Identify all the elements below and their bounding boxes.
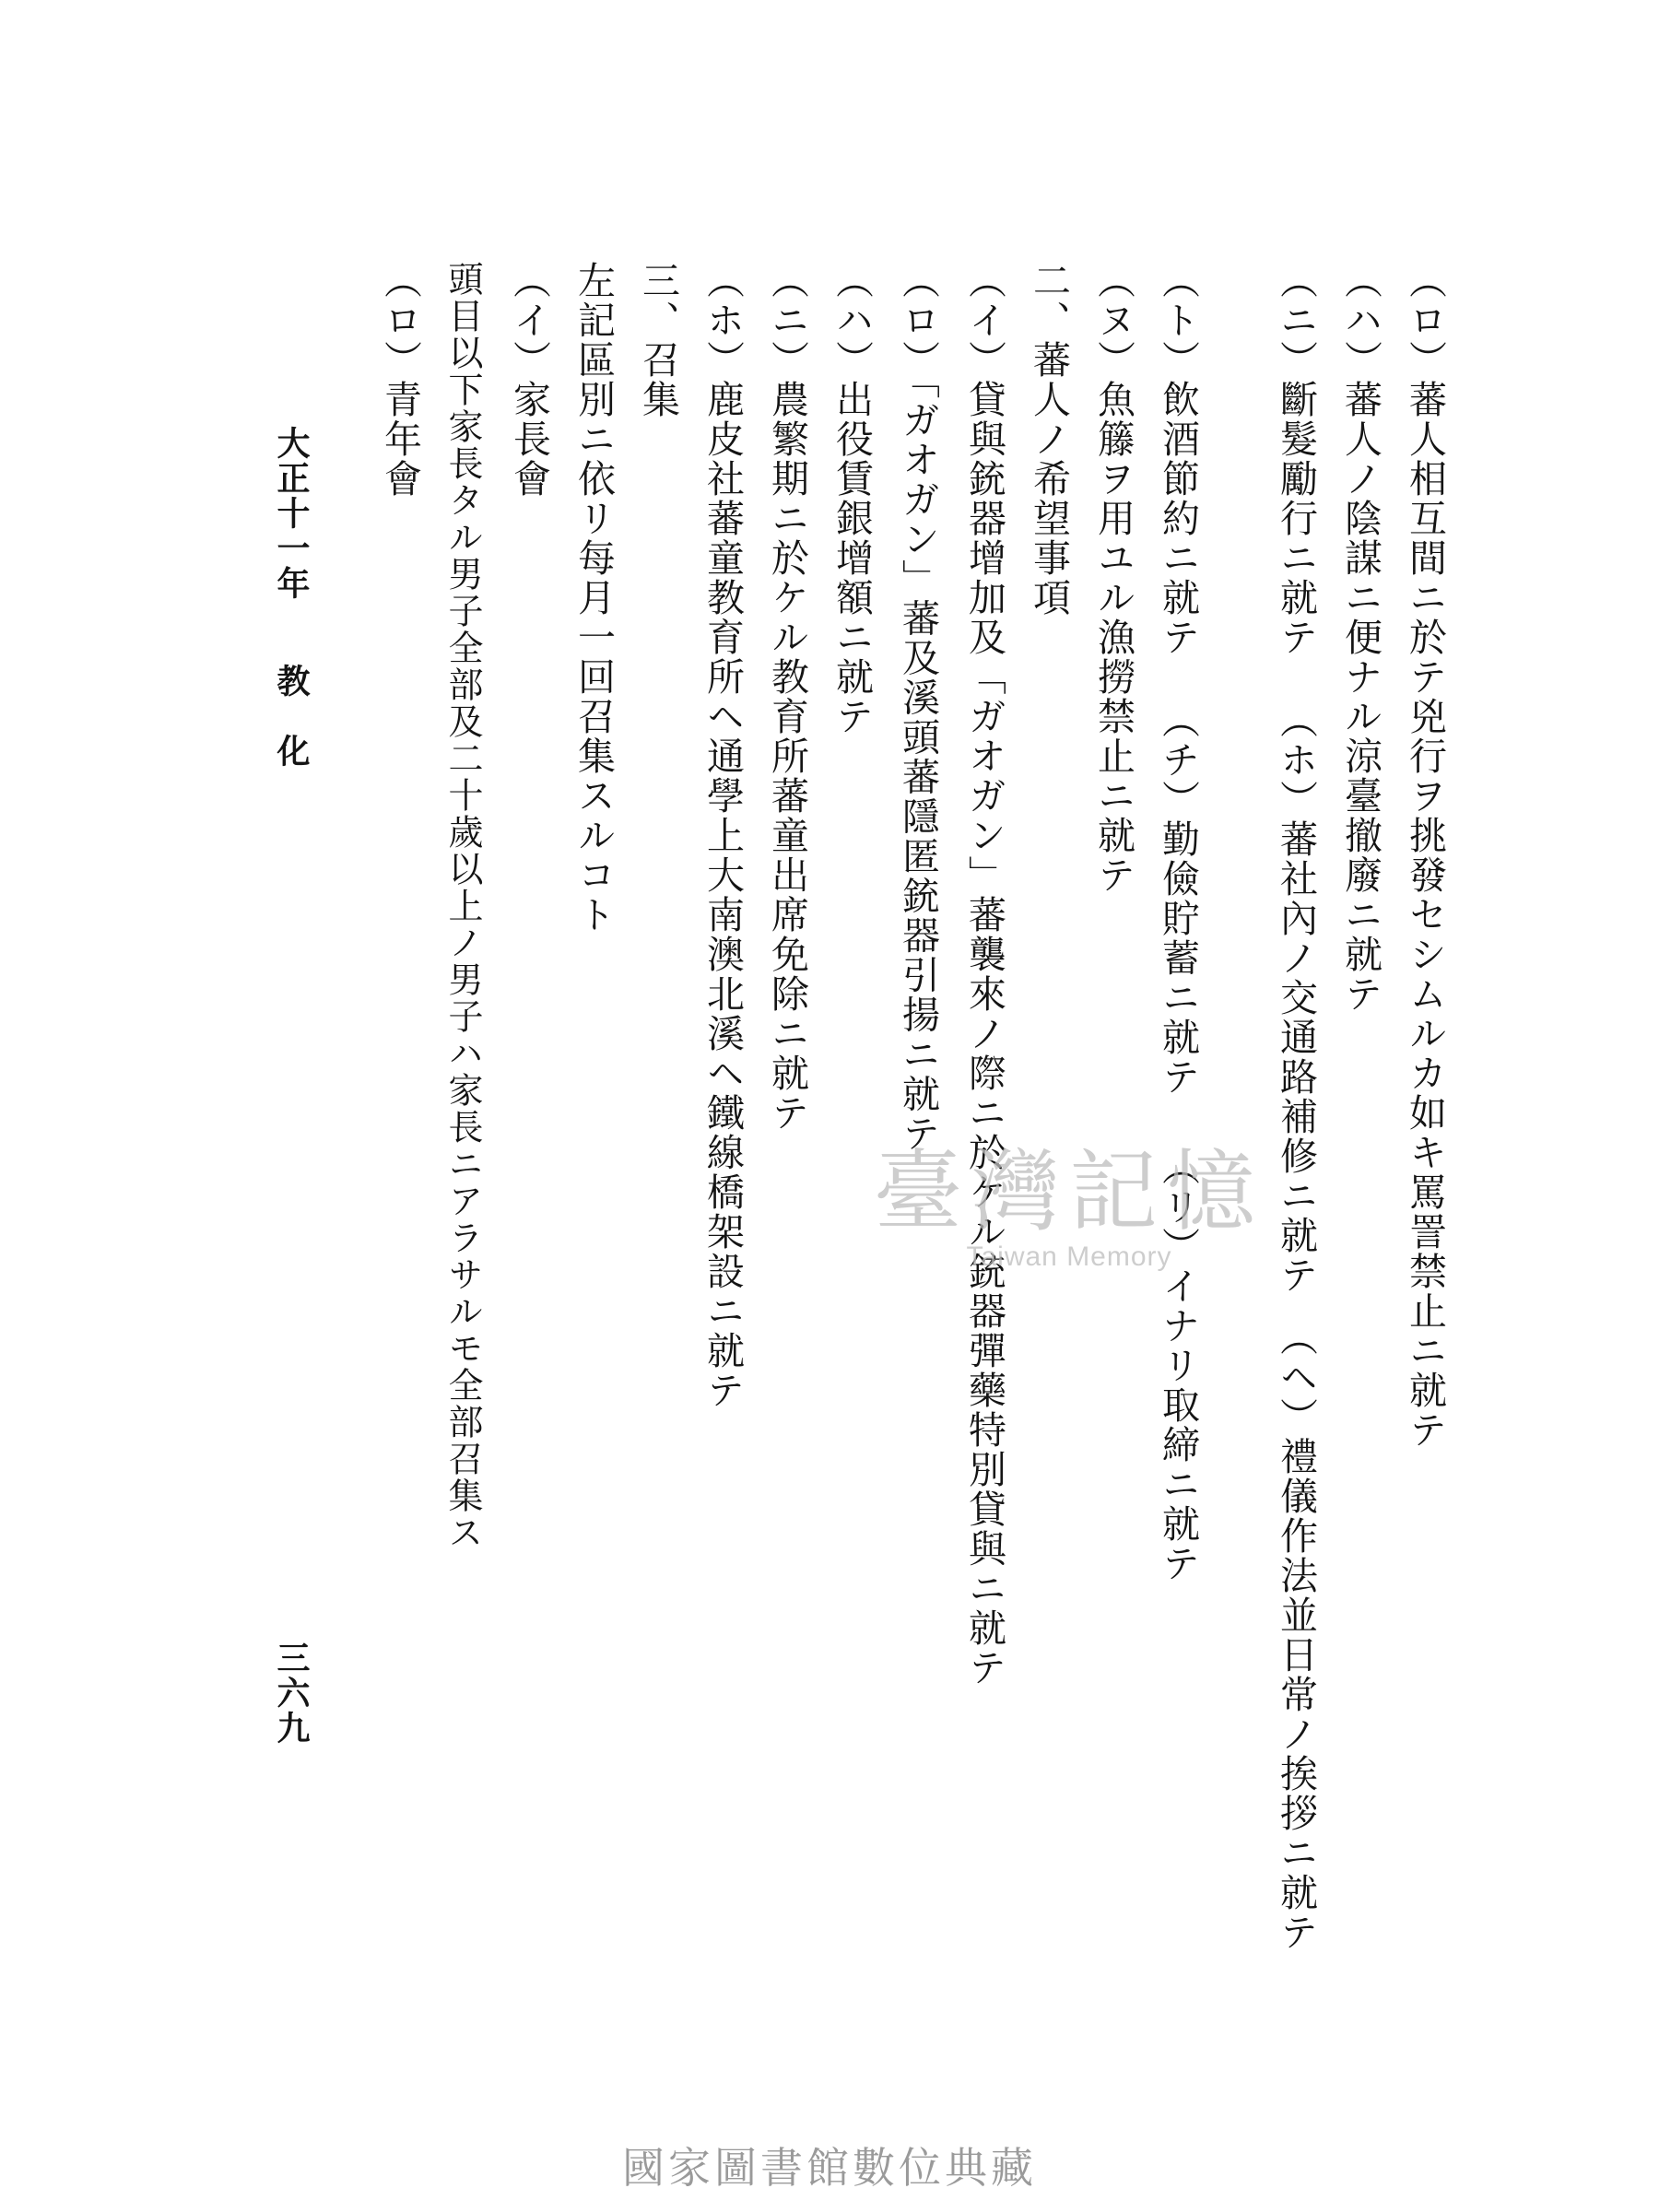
text-column: 頭目以下家長タル男子全部及二十歲以上ノ男子ハ家長ニアラサルモ全部召集ス	[442, 261, 483, 1551]
section-heading: 二、蕃人ノ希望事項	[1027, 261, 1071, 618]
text-column: （チ）勤儉貯蓄ニ就テ	[1156, 700, 1200, 1097]
text-column: （イ）貸與銃器增加及「ガオガン」蕃襲來ノ際ニ於ケル銃器彈藥特別貸與ニ就テ	[962, 261, 1006, 1688]
text-column: （ホ）蕃社內ノ交通路補修ニ就テ	[1274, 700, 1318, 1295]
watermark	[830, 1140, 1309, 1273]
text-column: （ロ）青年會	[378, 261, 422, 499]
running-head-section: 教 化	[272, 664, 311, 769]
page-number: 三六九	[272, 1641, 311, 1746]
text-column: （ヘ）禮儀作法並日常ノ挨拶ニ就テ	[1274, 1318, 1318, 1952]
text-column: （ロ）「ガオガン」蕃及溪頭蕃隱匿銃器引揚ニ就テ	[896, 261, 940, 1154]
text-column: （イ）家長會	[507, 261, 551, 499]
watermark-logo-text: 臺灣記憶	[874, 1140, 1265, 1243]
footer-credit: 國家圖書館數位典藏	[622, 2143, 1037, 2193]
running-head-era: 大正十一年	[272, 426, 311, 601]
text-column: （ニ）農繁期ニ於ケル教育所蕃童出席免除ニ就テ	[765, 261, 809, 1133]
text-column: 左記區別ニ依リ每月一回召集スルコト	[571, 261, 616, 935]
text-column: （ロ）蕃人相互間ニ於テ兇行ヲ挑發セシムルカ如キ罵詈禁止ニ就テ	[1403, 261, 1447, 1450]
watermark-english: Taiwan Memory	[966, 1241, 1172, 1272]
section-heading: 三、召集	[636, 261, 680, 419]
text-column: （ホ）鹿皮社蕃童教育所ヘ通學上大南澳北溪ヘ鐵線橋架設ニ就テ	[700, 261, 745, 1410]
text-column: （リ）イナリ取締ニ就テ	[1156, 1147, 1200, 1583]
text-column: （ニ）斷髮勵行ニ就テ	[1274, 261, 1318, 657]
text-column: （ハ）出役賃銀增額ニ就テ	[830, 261, 874, 736]
text-column: （ト）飲酒節約ニ就テ	[1156, 261, 1200, 657]
text-column: （ヌ）魚籐ヲ用ユル漁撈禁止ニ就テ	[1091, 261, 1135, 895]
text-column: （ハ）蕃人ノ陰謀ニ便ナル涼臺撤廢ニ就テ	[1338, 261, 1382, 1014]
